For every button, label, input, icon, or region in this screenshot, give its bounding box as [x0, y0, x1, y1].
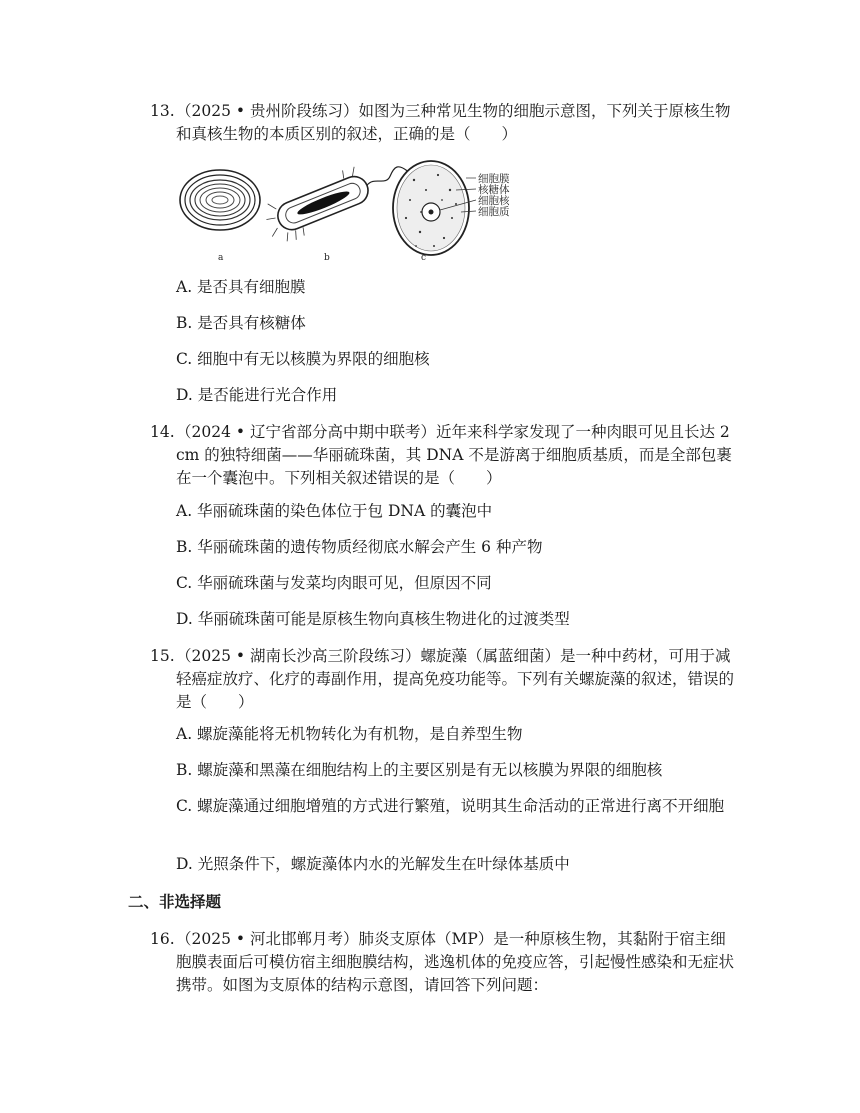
question-stem: （2025 • 贵州阶段练习）如图为三种常见生物的细胞示意图，下列关于原核生物和真核生物的本质区别的叙述，正确的是（ ）: [176, 102, 731, 143]
option-d: D. 是否能进行光合作用: [176, 386, 338, 404]
question-stem: （2025 • 河北邯郸月考）肺炎支原体（MP）是一种原核生物，其黏附于宿主细胞膜表面后可模仿宿主细胞膜结构，逃逸机体的免疫应答，引起慢性感染和无症状携带。如图为支原体的结构示意图，请回答下列问题：: [176, 930, 735, 994]
label-a: a: [218, 253, 224, 263]
option-c: C. 细胞中有无以核膜为界限的细胞核: [176, 350, 430, 368]
question-number: 15.: [150, 647, 175, 665]
cell-b-drawing: [259, 148, 416, 248]
label-c: c: [421, 253, 427, 263]
label-cytoplasm: 细胞质: [478, 206, 510, 218]
label-ribosome: 核糖体: [478, 184, 510, 196]
question-13: [150, 100, 740, 146]
label-b: b: [324, 253, 330, 263]
question-15: [150, 645, 740, 714]
question-stem: （2025 • 湖南长沙高三阶段练习）螺旋藻（属蓝细菌）是一种中药材，可用于减轻癌症放疗、化疗的毒副作用，提高免疫功能等。下列有关螺旋藻的叙述，错误的是（ ）: [176, 647, 735, 711]
option-b: B. 华丽硫珠菌的遗传物质经彻底水解会产生 6 种产物: [176, 538, 543, 556]
cell-diagram-figure: [176, 160, 510, 265]
question-number: 14.: [150, 423, 175, 441]
label-nucleus: 细胞核: [478, 195, 510, 207]
label-cell-membrane: 细胞膜: [478, 173, 510, 185]
option-a: A. 华丽硫珠菌的染色体位于包 DNA 的囊泡中: [176, 502, 493, 520]
question-16: [150, 928, 740, 997]
option-c: C. 螺旋藻通过细胞增殖的方式进行繁殖，说明其生命活动的正常进行离不开细胞: [176, 797, 725, 815]
question-stem: （2024 • 辽宁省部分高中期中联考）近年来科学家发现了一种肉眼可见且长达 2 cm 的独特细菌——华丽硫珠菌，其 DNA 不是游离于细胞质基质，而是全部包裹在一个囊泡中。下列相关叙述错误的是（ ）: [176, 423, 732, 487]
option-a: A. 是否具有细胞膜: [176, 278, 306, 296]
question-14: [150, 421, 740, 490]
option-b: B. 螺旋藻和黑藻在细胞结构上的主要区别是有无以核膜为界限的细胞核: [176, 761, 663, 779]
cell-a-drawing: [180, 170, 260, 230]
option-c: C. 华丽硫珠菌与发菜均肉眼可见，但原因不同: [176, 574, 492, 592]
question-number: 16.: [150, 930, 175, 948]
option-d: D. 华丽硫珠菌可能是原核生物向真核生物进化的过渡类型: [176, 610, 570, 628]
option-d: D. 光照条件下，螺旋藻体内水的光解发生在叶绿体基质中: [176, 855, 570, 873]
option-a: A. 螺旋藻能将无机物转化为有机物，是自养型生物: [176, 725, 523, 743]
cell-c-drawing: [393, 161, 510, 255]
option-b: B. 是否具有核糖体: [176, 314, 306, 332]
question-number: 13.: [150, 102, 175, 120]
section-title: 二、非选择题: [128, 892, 222, 911]
